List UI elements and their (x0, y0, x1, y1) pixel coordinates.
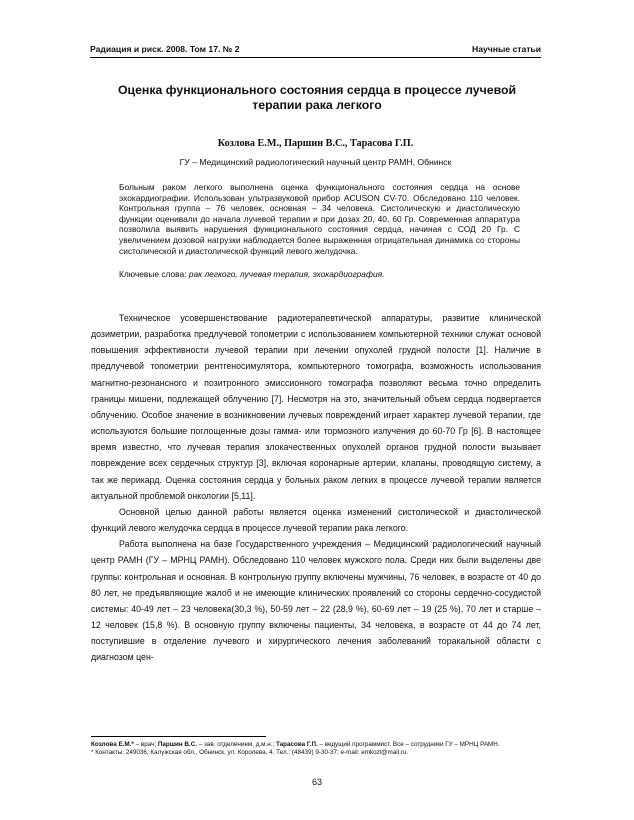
footnote-role-3: – ведущий программист. Все – сотрудники ГУ – МРНЦ РАМН. (317, 741, 500, 748)
footnote-role-1: – врач; (133, 741, 158, 748)
page-number: 63 (311, 777, 322, 787)
contacts-footnote: * Контакты: 249036, Калужская обл., Обнинск, ул. Королева, 4. Тел.: (48439) 9-30-37; e-mail: emkozl@mail.ru. (91, 749, 409, 756)
abstract: Больным раком легкого выполнена оценка функционального состояния сердца на основе эхокардиографии. Использован ультразвуковой прибор ACUSON CV-70. Обследовано 110 человек. Контрольная группа – 76 человек, основная – 34 человека. Систолическую и диастолическую функции оценивали до начала лучевой терапии и при дозах 20, 40, 60 Гр. Современная аппаратура позволила выявить нарушения функционального состояния сердца, начиная с СОД 20 Гр. С увеличением дозовой нагрузки наблюдается более выраженная отрицательная динамика со стороны систолической и диастолической функций левого желудочка. (119, 182, 520, 256)
article-title: Оценка функционального состояния сердца в процессе лучевой терапии рака легкого (117, 83, 517, 112)
header-divider (90, 57, 541, 58)
affiliation: ГУ – Медицинский радиологический научный центр РАМН, Обнинск (179, 157, 452, 167)
keywords (119, 269, 520, 279)
keywords-label: Ключевые слова: (119, 269, 189, 279)
article-body (91, 310, 541, 665)
section-label: Научные статьи (472, 44, 541, 54)
running-header (90, 44, 541, 58)
footnotes (91, 741, 541, 757)
keywords-value: рак легкого, лучевая терапия, эхокардиография. (188, 269, 385, 279)
journal-reference: Радиация и риск. 2008. Том 17. № 2 (90, 44, 240, 54)
footnote-divider (91, 736, 266, 737)
footnote-author-1: Козлова Е.М.* (91, 741, 134, 748)
footnote-author-3: Тарасова Г.П. (275, 741, 318, 748)
body-paragraph: Техническое усовершенствование радиотерапевтической аппаратуры, развитие клинической дозиметрии, разработка предлучевой топометрии с использованием компьютерной техники служат основой повышения эффективности лучевой терапии при лечении опухолей грудной полости [1]. Наличие в предлучевой топометрии рентгеносимулятора, компьютерного томографа, возможность использования магнитно-резонансного и позитронного эмиссионного томографа позволяют весьма точно определить границы мишени, подлежащей облучению [7]. Несмотря на это, значительный объем сердца подвергается облучению. Особое значение в возникновении лучевых повреждений играет характер лучевой терапии, где используются большие поглощенные дозы гамма- или тормозного излучения до 60-70 Гр [6]. В настоящее время известно, что лучевая терапия злокачественных опухолей органов грудной полости вызывает повреждение всех сердечных структур [3], включая коронарные артерии, клапаны, проводящую систему, а так же перикард. Оценка состояния сердца у больных раком легких в процессе лучевой терапии является актуальной проблемой онкологии [5,11]. (91, 313, 541, 501)
footnote-role-2: – зав. отделением, д.м.н.; (197, 741, 276, 748)
body-paragraph: Основной целью данной работы является оценка изменений систолической и диастолической функций левого желудочка сердца в процессе лучевой терапии рака легкого. (91, 506, 541, 534)
author-list: Козлова Е.М., Паршин В.С., Тарасова Г.П. (217, 138, 414, 149)
author-roles-footnote (91, 741, 541, 749)
body-paragraph: Работа выполнена на базе Государственного учреждения – Медицинский радиологический научный центр РАМН (ГУ – МРНЦ РАМН). Обследовано 110 человек мужского пола. Среди них были выделены две группы: контрольная и основная. В контрольную группу включены мужчины, 76 человек, в возрасте от 40 до 80 лет, не предъявляющие жалоб и не имеющие клинических проявлений со стороны сердечно-сосудистой системы: 40-49 лет – 23 человека(30,3 %), 50-59 лет – 22 (28,9 %), 60-69 лет – 19 (25 %), 70 лет и старше – 12 человек (15,8 %). В основную группу включены пациенты, 34 человека, в возрасте от 44 до 74 лет, поступившие в отделение лучевого и хирургического лечения заболеваний торакальной области с диагнозом цен- (91, 539, 541, 663)
footnote-author-2: Паршин В.С. (157, 741, 197, 748)
